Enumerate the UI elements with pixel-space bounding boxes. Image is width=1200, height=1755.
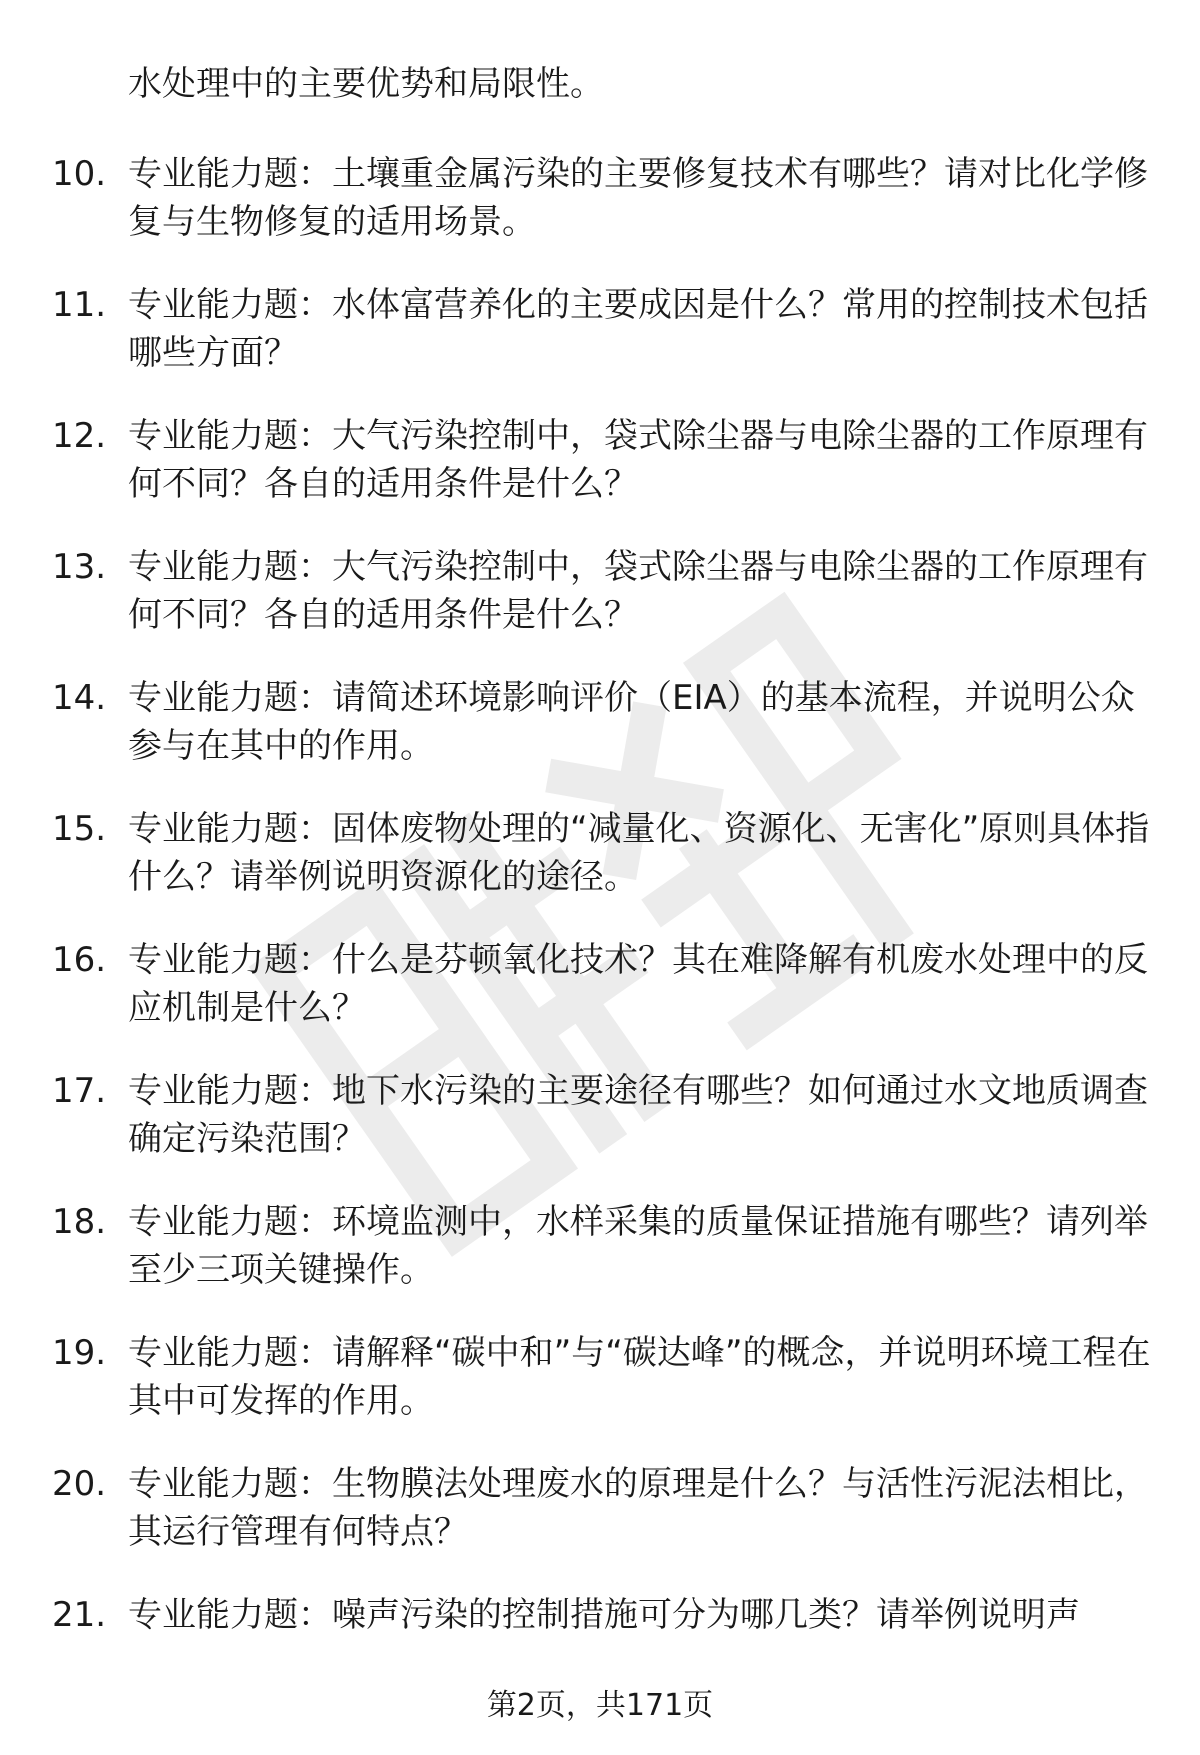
- question-number: 15.: [52, 809, 107, 849]
- question-number: 10.: [52, 154, 107, 194]
- question-number: 12.: [52, 416, 107, 456]
- question-item: [0, 281, 1200, 412]
- question-item: [0, 674, 1200, 805]
- question-item: [0, 1198, 1200, 1329]
- question-text: 专业能力题：噪声污染的控制措施可分为哪几类？请举例说明声: [128, 1595, 1080, 1635]
- question-list: [0, 150, 1200, 1722]
- question-text: 专业能力题：请解释“碳中和”与“碳达峰”的概念，并说明环境工程在其中可发挥的作用。: [128, 1333, 1151, 1421]
- question-text: 专业能力题：水体富营养化的主要成因是什么？常用的控制技术包括哪些方面？: [128, 285, 1148, 373]
- page-footer: 第2页，共171页: [486, 1688, 714, 1723]
- question-item: [0, 805, 1200, 936]
- question-text: 专业能力题：环境监测中，水样采集的质量保证措施有哪些？请列举至少三项关键操作。: [128, 1202, 1148, 1290]
- question-item: [0, 1460, 1200, 1591]
- question-text: 专业能力题：土壤重金属污染的主要修复技术有哪些？请对比化学修复与生物修复的适用场景。: [128, 154, 1148, 242]
- question-text: 专业能力题：大气污染控制中，袋式除尘器与电除尘器的工作原理有何不同？各自的适用条件是什么？: [128, 547, 1148, 635]
- question-number: 20.: [52, 1464, 107, 1504]
- question-item: [0, 1067, 1200, 1198]
- question-number: 16.: [52, 940, 107, 980]
- question-item: [0, 543, 1200, 674]
- question-text: 专业能力题：请简述环境影响评价（EIA）的基本流程，并说明公众参与在其中的作用。: [128, 678, 1135, 766]
- question-item: [0, 936, 1200, 1067]
- question-item: [0, 150, 1200, 281]
- question-item: [0, 1329, 1200, 1460]
- question-text: 专业能力题：固体废物处理的“减量化、资源化、无害化”原则具体指什么？请举例说明资源化的途径。: [128, 809, 1150, 897]
- question-number: 21.: [52, 1595, 107, 1635]
- question-number: 17.: [52, 1071, 107, 1111]
- question-item: [0, 412, 1200, 543]
- question-number: 18.: [52, 1202, 107, 1242]
- question-text: 专业能力题：地下水污染的主要途径有哪些？如何通过水文地质调查确定污染范围？: [128, 1071, 1148, 1159]
- question-number: 13.: [52, 547, 107, 587]
- question-text: 专业能力题：大气污染控制中，袋式除尘器与电除尘器的工作原理有何不同？各自的适用条件是什么？: [128, 416, 1148, 504]
- question-number: 11.: [52, 285, 107, 325]
- continuation-text: 水处理中的主要优势和局限性。: [128, 64, 604, 104]
- question-text: 专业能力题：什么是芬顿氧化技术？其在难降解有机废水处理中的反应机制是什么？: [128, 940, 1148, 1028]
- question-text: 专业能力题：生物膜法处理废水的原理是什么？与活性污泥法相比，其运行管理有何特点？: [128, 1464, 1148, 1552]
- question-number: 14.: [52, 678, 107, 718]
- question-number: 19.: [52, 1333, 107, 1373]
